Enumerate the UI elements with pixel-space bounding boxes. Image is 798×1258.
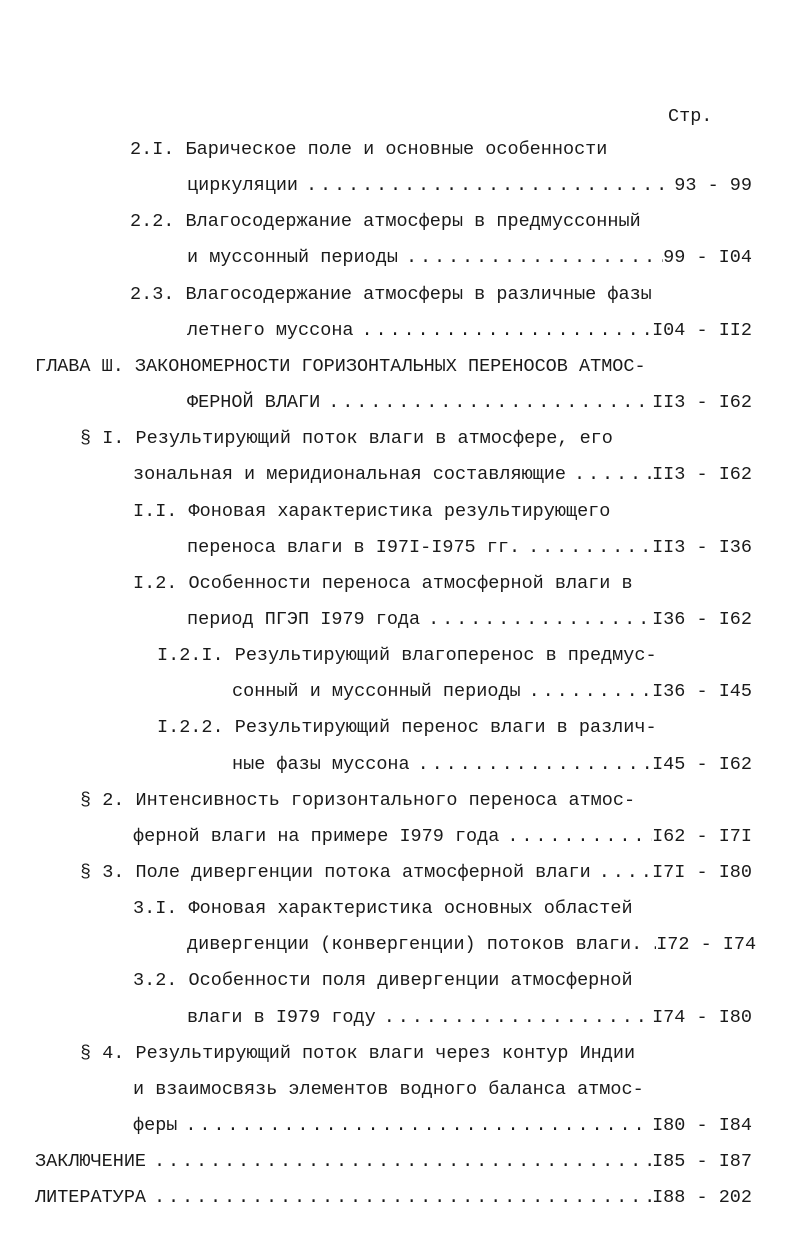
dot-leader	[146, 1186, 652, 1210]
toc-entry-line	[232, 753, 752, 777]
toc-entry-line	[187, 391, 752, 415]
toc-entry-line	[35, 1186, 752, 1210]
toc-entry-line	[157, 716, 657, 740]
dot-leader	[177, 1114, 652, 1138]
toc-page-range: I45 - I62	[652, 753, 752, 775]
toc-entry-text: I.2. Особенности переноса атмосферной влаги в	[133, 572, 633, 594]
dot-leader	[410, 753, 652, 777]
toc-page-range: I04 - II2	[652, 319, 752, 341]
dot-leader	[499, 825, 652, 849]
toc-entry-text: ные фазы муссона	[232, 753, 410, 775]
toc-entry-text: § 2. Интенсивность горизонтального переноса атмос-	[80, 789, 636, 811]
toc-page-range: II3 - I36	[652, 536, 752, 558]
toc-page-range: I36 - I45	[652, 681, 752, 703]
toc-page-range: I72 - I74	[656, 934, 757, 956]
dot-leader	[298, 174, 674, 198]
toc-entry-text: дивергенции (конвергенции) потоков влаги.	[187, 934, 643, 956]
toc-page-range: I36 - I62	[652, 608, 752, 630]
toc-entry-line	[133, 969, 633, 993]
toc-entry-line	[80, 789, 635, 813]
toc-entry-line	[187, 1006, 752, 1030]
toc-entry-line	[133, 463, 752, 487]
toc-entry-text: и взаимосвязь элементов водного баланса атмос-	[133, 1078, 644, 1100]
toc-entry-text: переноса влаги в I97I-I975 гг.	[187, 536, 521, 558]
toc-entry-text: циркуляции	[187, 175, 299, 197]
toc-entry-text: период ПГЭП I979 года	[187, 608, 421, 630]
toc-entry-text: 2.I. Барическое поле и основные особенности	[130, 139, 608, 160]
toc-entry-text: 2.2. Влагосодержание атмосферы в предмуссонный	[130, 211, 641, 233]
toc-entry-text: зональная и меридиональная составляющие	[133, 464, 566, 486]
toc-page-range: I80 - I84	[652, 1115, 752, 1137]
toc-entry-text: сонный и муссонный периоды	[232, 681, 521, 703]
dot-leader	[376, 1006, 652, 1030]
toc-page-range: II3 - I62	[652, 392, 752, 414]
toc-entry-text: 3.2. Особенности поля дивергенции атмосферной	[133, 970, 633, 992]
toc-entry-line	[35, 1150, 752, 1174]
toc-entry-line	[133, 500, 610, 524]
toc-entry-text: ГЛАВА Ш. ЗАКОНОМЕРНОСТИ ГОРИЗОНТАЛЬНЫХ ПЕРЕНОСОВ АТМОС-	[35, 355, 646, 377]
toc-entry-text: § I. Результирующий поток влаги в атмосфере, его	[80, 428, 613, 450]
toc-entry-line	[187, 608, 752, 632]
toc-entry-line	[80, 1042, 635, 1066]
toc-entry-text: и муссонный периоды	[187, 247, 398, 269]
dot-leader	[420, 608, 652, 632]
dot-leader	[566, 463, 652, 487]
toc-entry-text: ЗАКЛЮЧЕНИЕ	[35, 1151, 147, 1173]
toc-page-range: I62 - I7I	[652, 825, 752, 847]
toc-entry-line	[187, 246, 752, 270]
dot-leader	[642, 933, 656, 957]
toc-entry-line	[35, 355, 646, 379]
toc-entry-text: I.2.2. Результирующий перенос влаги в различ-	[157, 717, 657, 739]
toc-entry-line	[187, 536, 752, 560]
toc-page-range: 93 - 99	[674, 175, 752, 197]
toc-entry-line	[232, 680, 752, 704]
toc-page-range: I88 - 202	[652, 1187, 752, 1209]
toc-page-range: I85 - I87	[652, 1151, 752, 1173]
toc-page-range: 99 - I04	[663, 247, 752, 269]
toc-entry-text: 2.3. Влагосодержание атмосферы в различные фазы	[130, 283, 652, 305]
toc-entry-line	[187, 174, 752, 198]
page-column-label: Стр.	[668, 106, 713, 127]
dot-leader	[520, 536, 652, 560]
toc-entry-line	[80, 427, 613, 451]
toc-entry-text: 3.I. Фоновая характеристика основных областей	[133, 898, 633, 920]
toc-page-range: II3 - I62	[652, 464, 752, 486]
toc-entry-line	[133, 1078, 644, 1102]
dot-leader	[521, 680, 652, 704]
toc-entry-line	[133, 897, 633, 921]
toc-entry-text: § 4. Результирующий поток влаги через контур Индии	[80, 1042, 636, 1064]
toc-entry-text: ЛИТЕРАТУРА	[35, 1187, 147, 1209]
toc-entry-line	[187, 319, 752, 343]
toc-entry-text: § 3. Поле дивергенции потока атмосферной влаги	[80, 862, 591, 883]
dot-leader	[398, 246, 663, 270]
toc-entry-line	[133, 572, 633, 596]
dot-leader	[354, 319, 653, 343]
toc-entry-text: феры	[133, 1115, 178, 1137]
toc-entry-line	[130, 138, 607, 162]
toc-entry-text: ФЕРНОЙ ВЛАГИ	[187, 392, 321, 414]
toc-entry-line	[130, 283, 652, 307]
toc-entry-text: ферной влаги на примере I979 года	[133, 825, 500, 847]
toc-entry-line	[80, 861, 752, 885]
toc-entry-text: летнего муссона	[187, 319, 354, 341]
toc-page-range: I7I - I80	[652, 862, 752, 883]
toc-page-range: I74 - I80	[652, 1006, 752, 1028]
toc-entry-line	[130, 210, 641, 234]
toc-entry-line	[133, 1114, 752, 1138]
dot-leader	[591, 861, 652, 885]
toc-entry-text: I.I. Фоновая характеристика результирующего	[133, 500, 611, 522]
toc-entry-line	[157, 644, 657, 668]
toc-entry-text: влаги в I979 году	[187, 1006, 376, 1028]
toc-entry-text: I.2.I. Результирующий влагоперенос в предмус-	[157, 645, 657, 667]
dot-leader	[320, 391, 652, 415]
toc-entry-line	[133, 825, 752, 849]
toc-entry-line	[187, 933, 757, 957]
dot-leader	[146, 1150, 652, 1174]
